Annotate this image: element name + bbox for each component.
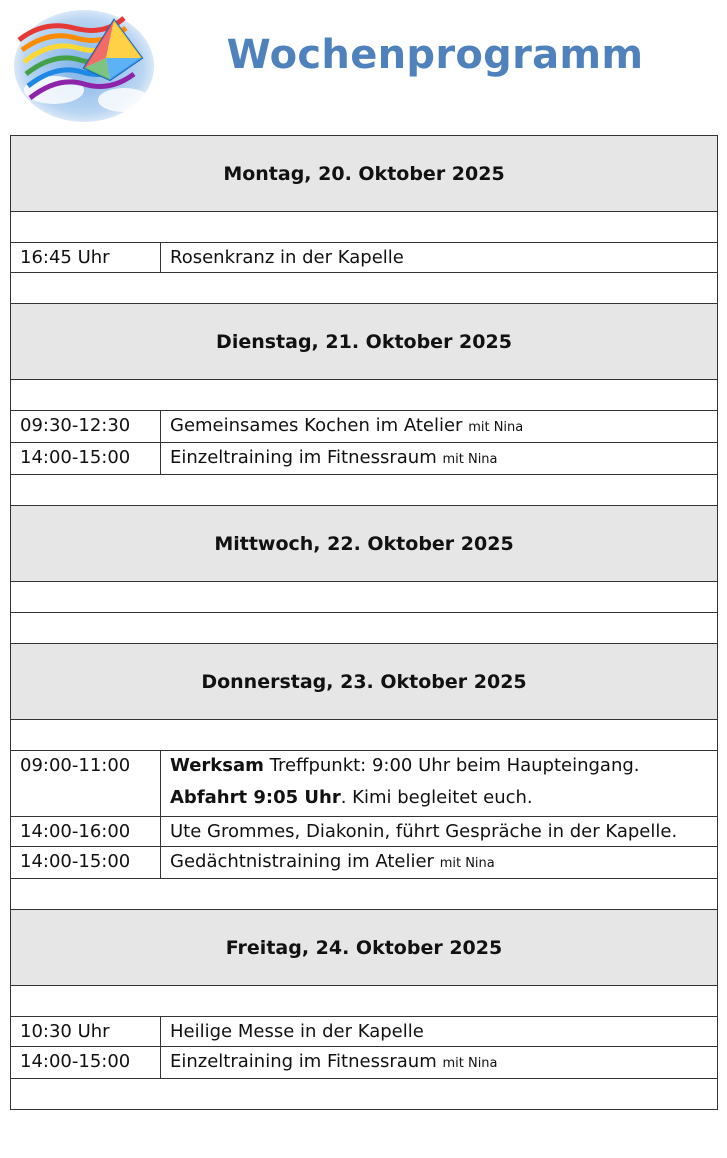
schedule-entry <box>11 1047 717 1079</box>
entry-description: Ute Grommes, Diakonin, führt Gespräche in der Kapelle. <box>170 821 678 842</box>
empty-row <box>11 720 717 751</box>
empty-row <box>11 879 717 910</box>
entry-time: 14:00-16:00 <box>11 817 161 846</box>
entry-time: 10:30 Uhr <box>11 1017 161 1046</box>
empty-row <box>11 212 717 243</box>
schedule-entry <box>11 817 717 847</box>
entry-description: Einzeltraining im Fitnessraum mit Nina <box>170 1051 498 1072</box>
page-header <box>0 0 727 135</box>
empty-row <box>11 1079 717 1110</box>
schedule-entry <box>11 443 717 475</box>
empty-row <box>11 613 717 644</box>
entry-description: Heilige Messe in der Kapelle <box>170 1021 424 1042</box>
entry-note: mit Nina <box>468 420 524 435</box>
empty-row <box>11 380 717 411</box>
entry-note: mit Nina <box>439 856 495 871</box>
entry-time: 14:00-15:00 <box>11 1047 161 1078</box>
weekly-schedule-table <box>10 135 718 1110</box>
schedule-entry <box>11 1017 717 1047</box>
day-header-tuesday: Dienstag, 21. Oktober 2025 <box>11 304 717 380</box>
entry-description: Gemeinsames Kochen im Atelier mit Nina <box>170 415 524 436</box>
entry-time: 16:45 Uhr <box>11 243 161 272</box>
rainbow-kite-icon <box>14 10 154 122</box>
empty-row <box>11 582 717 613</box>
schedule-entry <box>11 243 717 273</box>
entry-time: 14:00-15:00 <box>11 443 161 474</box>
entry-note: mit Nina <box>442 1056 498 1071</box>
empty-row <box>11 986 717 1017</box>
empty-row <box>11 475 717 506</box>
entry-description: Einzeltraining im Fitnessraum mit Nina <box>170 447 498 468</box>
schedule-entry <box>11 847 717 879</box>
day-header-friday: Freitag, 24. Oktober 2025 <box>11 910 717 986</box>
entry-time: 09:00-11:00 <box>11 751 161 816</box>
day-header-wednesday: Mittwoch, 22. Oktober 2025 <box>11 506 717 582</box>
entry-time: 09:30-12:30 <box>11 411 161 442</box>
empty-row <box>11 273 717 304</box>
day-header-thursday: Donnerstag, 23. Oktober 2025 <box>11 644 717 720</box>
entry-note: mit Nina <box>442 452 498 467</box>
page-title: Wochenprogramm <box>226 32 644 78</box>
entry-description: Werksam Treffpunkt: 9:00 Uhr beim Haupteingang. Abfahrt 9:05 Uhr. Kimi begleitet euch. <box>170 755 640 808</box>
day-header-monday: Montag, 20. Oktober 2025 <box>11 136 717 212</box>
entry-time: 14:00-15:00 <box>11 847 161 878</box>
entry-description: Gedächtnistraining im Atelier mit Nina <box>170 851 495 872</box>
schedule-entry <box>11 411 717 443</box>
entry-description: Rosenkranz in der Kapelle <box>170 247 404 268</box>
schedule-entry <box>11 751 717 817</box>
